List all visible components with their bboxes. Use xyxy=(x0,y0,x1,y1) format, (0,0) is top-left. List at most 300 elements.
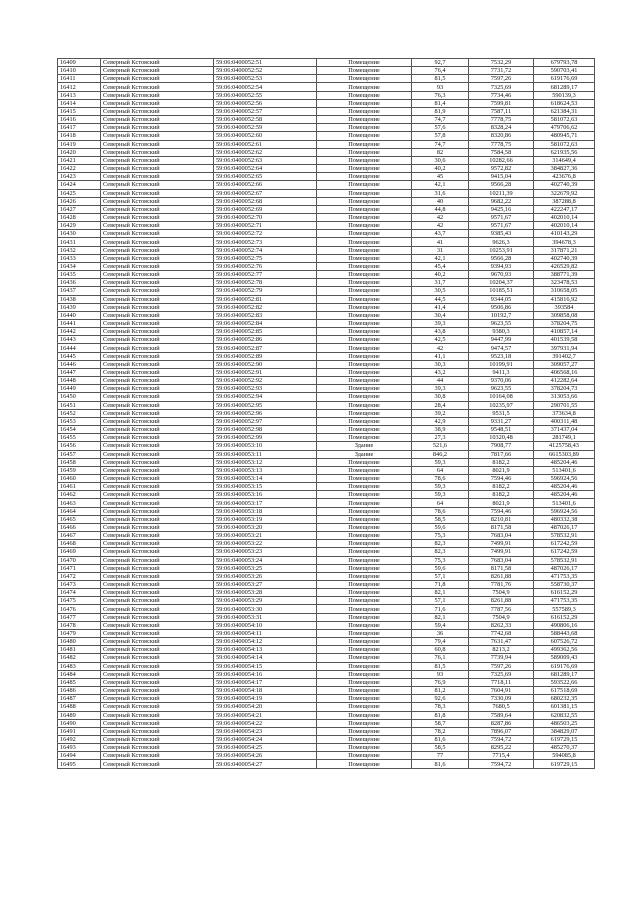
object-type-cell: Помещение xyxy=(317,426,412,434)
cadastral-number-cell: 59:06:0400053:11 xyxy=(214,450,317,458)
table-row xyxy=(58,572,595,580)
unit-value-cell: 9344,05 xyxy=(469,295,534,303)
cadastral-number-cell: 59:06:0400052:64 xyxy=(214,165,317,173)
area-cell: 92,7 xyxy=(412,59,469,67)
cadastral-number-cell: 59:06:0400052:98 xyxy=(214,426,317,434)
area-cell: 40 xyxy=(412,197,469,205)
cadastral-value-cell: 679793,78 xyxy=(534,59,595,67)
area-cell: 81,9 xyxy=(412,107,469,115)
object-type-cell: Помещение xyxy=(317,230,412,238)
row-number-cell: 16416 xyxy=(58,116,101,124)
area-cell: 27,3 xyxy=(412,434,469,442)
cadastral-number-cell: 59:06:0400053:17 xyxy=(214,499,317,507)
cadastral-value-cell: 426529,82 xyxy=(534,262,595,270)
area-cell: 77 xyxy=(412,752,469,760)
unit-value-cell: 7731,72 xyxy=(469,67,534,75)
district-cell: Северный Кстовский xyxy=(101,572,214,580)
area-cell: 75,3 xyxy=(412,556,469,564)
table-row xyxy=(58,458,595,466)
cadastral-value-cell: 317871,21 xyxy=(534,246,595,254)
row-number-cell: 16427 xyxy=(58,205,101,213)
row-number-cell: 16478 xyxy=(58,621,101,629)
object-type-cell: Помещение xyxy=(317,222,412,230)
table-row xyxy=(58,556,595,564)
cadastral-number-cell: 59:06:0400052:65 xyxy=(214,173,317,181)
cadastral-value-cell: 487026,17 xyxy=(534,564,595,572)
cadastral-number-cell: 59:06:0400053:20 xyxy=(214,523,317,531)
district-cell: Северный Кстовский xyxy=(101,59,214,67)
cadastral-number-cell: 59:06:0400052:73 xyxy=(214,238,317,246)
district-cell: Северный Кстовский xyxy=(101,548,214,556)
cadastral-value-cell: 590139,3 xyxy=(534,91,595,99)
unit-value-cell: 7499,91 xyxy=(469,548,534,556)
district-cell: Северный Кстовский xyxy=(101,532,214,540)
cadastral-value-cell: 391402,7 xyxy=(534,352,595,360)
cadastral-value-cell: 619729,15 xyxy=(534,760,595,768)
district-cell: Северный Кстовский xyxy=(101,523,214,531)
unit-value-cell: 8262,33 xyxy=(469,621,534,629)
cadastral-value-cell: 681289,17 xyxy=(534,670,595,678)
cadastral-value-cell: 617242,59 xyxy=(534,540,595,548)
cadastral-value-cell: 471753,35 xyxy=(534,572,595,580)
district-cell: Северный Кстовский xyxy=(101,466,214,474)
table-row xyxy=(58,83,595,91)
area-cell: 78,3 xyxy=(412,703,469,711)
object-type-cell: Помещение xyxy=(317,735,412,743)
unit-value-cell: 8021,9 xyxy=(469,499,534,507)
district-cell: Северный Кстовский xyxy=(101,719,214,727)
area-cell: 28,4 xyxy=(412,401,469,409)
area-cell: 44 xyxy=(412,377,469,385)
row-number-cell: 16446 xyxy=(58,360,101,368)
area-cell: 42 xyxy=(412,222,469,230)
cadastral-number-cell: 59:06:0400053:14 xyxy=(214,474,317,482)
table-row xyxy=(58,678,595,686)
object-type-cell: Помещение xyxy=(317,409,412,417)
unit-value-cell: 8320,86 xyxy=(469,132,534,140)
table-row xyxy=(58,124,595,132)
area-cell: 81,5 xyxy=(412,662,469,670)
object-type-cell: Помещение xyxy=(317,670,412,678)
cadastral-value-cell: 578532,91 xyxy=(534,532,595,540)
row-number-cell: 16475 xyxy=(58,597,101,605)
row-number-cell: 16412 xyxy=(58,83,101,91)
cadastral-value-cell: 313053,66 xyxy=(534,393,595,401)
area-cell: 81,4 xyxy=(412,99,469,107)
unit-value-cell: 10192,7 xyxy=(469,311,534,319)
table-row xyxy=(58,646,595,654)
district-cell: Северный Кстовский xyxy=(101,271,214,279)
row-number-cell: 16450 xyxy=(58,393,101,401)
district-cell: Северный Кстовский xyxy=(101,589,214,597)
area-cell: 39,3 xyxy=(412,385,469,393)
row-number-cell: 16413 xyxy=(58,91,101,99)
unit-value-cell: 7325,69 xyxy=(469,670,534,678)
unit-value-cell: 9385,43 xyxy=(469,230,534,238)
table-row xyxy=(58,279,595,287)
object-type-cell: Помещение xyxy=(317,695,412,703)
unit-value-cell: 10211,39 xyxy=(469,189,534,197)
cadastral-value-cell: 607526,72 xyxy=(534,638,595,646)
district-cell: Северный Кстовский xyxy=(101,132,214,140)
table-row xyxy=(58,515,595,523)
cadastral-value-cell: 589009,43 xyxy=(534,654,595,662)
row-number-cell: 16414 xyxy=(58,99,101,107)
unit-value-cell: 9380,3 xyxy=(469,328,534,336)
cadastral-number-cell: 59:06:0400052:59 xyxy=(214,124,317,132)
unit-value-cell: 9506,86 xyxy=(469,303,534,311)
unit-value-cell: 7594,72 xyxy=(469,735,534,743)
row-number-cell: 16434 xyxy=(58,262,101,270)
unit-value-cell: 10253,91 xyxy=(469,246,534,254)
cadastral-number-cell: 59:06:0400053:26 xyxy=(214,572,317,580)
cadastral-value-cell: 400311,48 xyxy=(534,417,595,425)
row-number-cell: 16466 xyxy=(58,523,101,531)
table-row xyxy=(58,638,595,646)
cadastral-number-cell: 59:06:0400054:20 xyxy=(214,703,317,711)
district-cell: Северный Кстовский xyxy=(101,140,214,148)
table-row xyxy=(58,613,595,621)
district-cell: Северный Кстовский xyxy=(101,727,214,735)
row-number-cell: 16495 xyxy=(58,760,101,768)
unit-value-cell: 8171,58 xyxy=(469,564,534,572)
unit-value-cell: 8171,58 xyxy=(469,523,534,531)
row-number-cell: 16428 xyxy=(58,213,101,221)
object-type-cell: Помещение xyxy=(317,638,412,646)
cadastral-number-cell: 59:06:0400053:12 xyxy=(214,458,317,466)
object-type-cell: Помещение xyxy=(317,377,412,385)
area-cell: 59,6 xyxy=(412,564,469,572)
table-row xyxy=(58,629,595,637)
district-cell: Северный Кстовский xyxy=(101,638,214,646)
table-row xyxy=(58,442,595,450)
cadastral-number-cell: 59:06:0400054:12 xyxy=(214,638,317,646)
unit-value-cell: 7683,04 xyxy=(469,556,534,564)
cadastral-value-cell: 619176,69 xyxy=(534,75,595,83)
table-row xyxy=(58,67,595,75)
row-number-cell: 16456 xyxy=(58,442,101,450)
unit-value-cell: 9682,22 xyxy=(469,197,534,205)
unit-value-cell: 7896,07 xyxy=(469,727,534,735)
area-cell: 58,5 xyxy=(412,744,469,752)
cadastral-value-cell: 681289,17 xyxy=(534,83,595,91)
object-type-cell: Помещение xyxy=(317,621,412,629)
row-number-cell: 16470 xyxy=(58,556,101,564)
area-cell: 57,1 xyxy=(412,597,469,605)
cadastral-value-cell: 322679,92 xyxy=(534,189,595,197)
table-row xyxy=(58,703,595,711)
object-type-cell: Помещение xyxy=(317,727,412,735)
district-cell: Северный Кстовский xyxy=(101,564,214,572)
row-number-cell: 16468 xyxy=(58,540,101,548)
row-number-cell: 16432 xyxy=(58,246,101,254)
row-number-cell: 16469 xyxy=(58,548,101,556)
row-number-cell: 16490 xyxy=(58,719,101,727)
district-cell: Северный Кстовский xyxy=(101,377,214,385)
table-row xyxy=(58,483,595,491)
table-row xyxy=(58,352,595,360)
area-cell: 42,5 xyxy=(412,336,469,344)
cadastral-value-cell: 485204,46 xyxy=(534,483,595,491)
row-number-cell: 16458 xyxy=(58,458,101,466)
cadastral-number-cell: 59:06:0400054:13 xyxy=(214,646,317,654)
object-type-cell: Помещение xyxy=(317,295,412,303)
area-cell: 44,5 xyxy=(412,295,469,303)
row-number-cell: 16491 xyxy=(58,727,101,735)
district-cell: Северный Кстовский xyxy=(101,678,214,686)
cadastral-value-cell: 397931,94 xyxy=(534,344,595,352)
table-row xyxy=(58,417,595,425)
cadastral-value-table xyxy=(57,58,595,769)
cadastral-value-cell: 513401,6 xyxy=(534,499,595,507)
row-number-cell: 16430 xyxy=(58,230,101,238)
table-row xyxy=(58,662,595,670)
table-row xyxy=(58,532,595,540)
object-type-cell: Помещение xyxy=(317,760,412,768)
unit-value-cell: 7718,11 xyxy=(469,678,534,686)
row-number-cell: 16419 xyxy=(58,140,101,148)
row-number-cell: 16480 xyxy=(58,638,101,646)
area-cell: 42 xyxy=(412,213,469,221)
area-cell: 76,3 xyxy=(412,91,469,99)
row-number-cell: 16409 xyxy=(58,59,101,67)
cadastral-value-cell: 619729,15 xyxy=(534,735,595,743)
table-row xyxy=(58,148,595,156)
table-row xyxy=(58,230,595,238)
table-row xyxy=(58,466,595,474)
unit-value-cell: 9331,27 xyxy=(469,417,534,425)
cadastral-number-cell: 59:06:0400052:56 xyxy=(214,99,317,107)
row-number-cell: 16433 xyxy=(58,254,101,262)
area-cell: 846,2 xyxy=(412,450,469,458)
area-cell: 82 xyxy=(412,148,469,156)
unit-value-cell: 10320,48 xyxy=(469,434,534,442)
cadastral-number-cell: 59:06:0400052:89 xyxy=(214,352,317,360)
unit-value-cell: 8210,81 xyxy=(469,515,534,523)
district-cell: Северный Кстовский xyxy=(101,238,214,246)
row-number-cell: 16447 xyxy=(58,368,101,376)
table-row xyxy=(58,727,595,735)
district-cell: Северный Кстовский xyxy=(101,124,214,132)
district-cell: Северный Кстовский xyxy=(101,173,214,181)
object-type-cell: Помещение xyxy=(317,213,412,221)
object-type-cell: Помещение xyxy=(317,417,412,425)
unit-value-cell: 9415,04 xyxy=(469,173,534,181)
row-number-cell: 16453 xyxy=(58,417,101,425)
table-row xyxy=(58,434,595,442)
cadastral-number-cell: 59:06:0400052:63 xyxy=(214,156,317,164)
object-type-cell: Помещение xyxy=(317,483,412,491)
cadastral-number-cell: 59:06:0400052:72 xyxy=(214,230,317,238)
cadastral-number-cell: 59:06:0400054:24 xyxy=(214,735,317,743)
district-cell: Северный Кстовский xyxy=(101,483,214,491)
area-cell: 82,1 xyxy=(412,589,469,597)
cadastral-value-cell: 378204,75 xyxy=(534,320,595,328)
cadastral-value-cell: 393584 xyxy=(534,303,595,311)
table-row xyxy=(58,165,595,173)
cadastral-number-cell: 59:06:0400052:62 xyxy=(214,148,317,156)
row-number-cell: 16484 xyxy=(58,670,101,678)
unit-value-cell: 10282,66 xyxy=(469,156,534,164)
unit-value-cell: 8021,9 xyxy=(469,466,534,474)
district-cell: Северный Кстовский xyxy=(101,695,214,703)
unit-value-cell: 9370,06 xyxy=(469,377,534,385)
district-cell: Северный Кстовский xyxy=(101,156,214,164)
unit-value-cell: 7330,09 xyxy=(469,695,534,703)
cadastral-number-cell: 59:06:0400054:19 xyxy=(214,695,317,703)
table-row xyxy=(58,140,595,148)
district-cell: Северный Кстовский xyxy=(101,654,214,662)
row-number-cell: 16488 xyxy=(58,703,101,711)
unit-value-cell: 9566,28 xyxy=(469,181,534,189)
cadastral-number-cell: 59:06:0400054:27 xyxy=(214,760,317,768)
cadastral-number-cell: 59:06:0400053:31 xyxy=(214,613,317,621)
cadastral-value-cell: 596924,56 xyxy=(534,507,595,515)
unit-value-cell: 8328,24 xyxy=(469,124,534,132)
unit-value-cell: 8287,86 xyxy=(469,719,534,727)
cadastral-value-cell: 384829,07 xyxy=(534,727,595,735)
row-number-cell: 16455 xyxy=(58,434,101,442)
cadastral-number-cell: 59:06:0400052:95 xyxy=(214,401,317,409)
object-type-cell: Помещение xyxy=(317,548,412,556)
row-number-cell: 16486 xyxy=(58,687,101,695)
object-type-cell: Помещение xyxy=(317,279,412,287)
unit-value-cell: 9394,93 xyxy=(469,262,534,270)
object-type-cell: Помещение xyxy=(317,124,412,132)
object-type-cell: Помещение xyxy=(317,401,412,409)
object-type-cell: Помещение xyxy=(317,752,412,760)
table-row xyxy=(58,581,595,589)
unit-value-cell: 10204,37 xyxy=(469,279,534,287)
row-number-cell: 16485 xyxy=(58,678,101,686)
table-row xyxy=(58,368,595,376)
object-type-cell: Помещение xyxy=(317,662,412,670)
row-number-cell: 16437 xyxy=(58,287,101,295)
cadastral-number-cell: 59:06:0400052:85 xyxy=(214,328,317,336)
area-cell: 78,6 xyxy=(412,507,469,515)
district-cell: Северный Кстовский xyxy=(101,621,214,629)
district-cell: Северный Кстовский xyxy=(101,181,214,189)
cadastral-value-cell: 616152,29 xyxy=(534,613,595,621)
table-row xyxy=(58,132,595,140)
district-cell: Северный Кстовский xyxy=(101,556,214,564)
table-row xyxy=(58,507,595,515)
object-type-cell: Помещение xyxy=(317,140,412,148)
row-number-cell: 16438 xyxy=(58,295,101,303)
district-cell: Северный Кстовский xyxy=(101,426,214,434)
area-cell: 41,1 xyxy=(412,352,469,360)
cadastral-value-cell: 323478,53 xyxy=(534,279,595,287)
object-type-cell: Помещение xyxy=(317,564,412,572)
unit-value-cell: 9411,3 xyxy=(469,368,534,376)
cadastral-number-cell: 59:06:0400052:77 xyxy=(214,271,317,279)
row-number-cell: 16431 xyxy=(58,238,101,246)
object-type-cell: Помещение xyxy=(317,597,412,605)
area-cell: 79,4 xyxy=(412,638,469,646)
cadastral-value-cell: 594085,8 xyxy=(534,752,595,760)
cadastral-number-cell: 59:06:0400053:25 xyxy=(214,564,317,572)
row-number-cell: 16448 xyxy=(58,377,101,385)
object-type-cell: Помещение xyxy=(317,320,412,328)
object-type-cell: Помещение xyxy=(317,458,412,466)
area-cell: 521,6 xyxy=(412,442,469,450)
cadastral-value-cell: 378204,73 xyxy=(534,385,595,393)
unit-value-cell: 8182,2 xyxy=(469,491,534,499)
table-row xyxy=(58,91,595,99)
row-number-cell: 16473 xyxy=(58,581,101,589)
area-cell: 59,3 xyxy=(412,458,469,466)
area-cell: 43,8 xyxy=(412,328,469,336)
cadastral-number-cell: 59:06:0400052:57 xyxy=(214,107,317,115)
district-cell: Северный Кстовский xyxy=(101,434,214,442)
unit-value-cell: 7683,04 xyxy=(469,532,534,540)
row-number-cell: 16479 xyxy=(58,629,101,637)
district-cell: Северный Кстовский xyxy=(101,670,214,678)
table-row xyxy=(58,107,595,115)
object-type-cell: Помещение xyxy=(317,360,412,368)
table-row xyxy=(58,670,595,678)
cadastral-number-cell: 59:06:0400054:22 xyxy=(214,719,317,727)
unit-value-cell: 7594,46 xyxy=(469,507,534,515)
area-cell: 58,7 xyxy=(412,719,469,727)
object-type-cell: Здание xyxy=(317,450,412,458)
cadastral-value-cell: 485204,46 xyxy=(534,458,595,466)
cadastral-value-cell: 593522,66 xyxy=(534,678,595,686)
area-cell: 59,3 xyxy=(412,483,469,491)
cadastral-value-cell: 384827,36 xyxy=(534,165,595,173)
unit-value-cell: 7817,66 xyxy=(469,450,534,458)
row-number-cell: 16493 xyxy=(58,744,101,752)
object-type-cell: Здание xyxy=(317,442,412,450)
unit-value-cell: 7499,91 xyxy=(469,540,534,548)
unit-value-cell: 9623,55 xyxy=(469,385,534,393)
object-type-cell: Помещение xyxy=(317,532,412,540)
area-cell: 31,7 xyxy=(412,279,469,287)
object-type-cell: Помещение xyxy=(317,507,412,515)
unit-value-cell: 7781,76 xyxy=(469,581,534,589)
area-cell: 31,6 xyxy=(412,189,469,197)
cadastral-number-cell: 59:06:0400052:60 xyxy=(214,132,317,140)
unit-value-cell: 10235,97 xyxy=(469,401,534,409)
area-cell: 58,5 xyxy=(412,515,469,523)
object-type-cell: Помещение xyxy=(317,156,412,164)
cadastral-number-cell: 59:06:0400053:22 xyxy=(214,540,317,548)
object-type-cell: Помещение xyxy=(317,303,412,311)
area-cell: 43,7 xyxy=(412,230,469,238)
area-cell: 81,6 xyxy=(412,760,469,768)
cadastral-number-cell: 59:06:0400052:92 xyxy=(214,377,317,385)
cadastral-value-cell: 618624,53 xyxy=(534,99,595,107)
row-number-cell: 16492 xyxy=(58,735,101,743)
cadastral-value-cell: 401539,58 xyxy=(534,336,595,344)
row-number-cell: 16472 xyxy=(58,572,101,580)
area-cell: 45 xyxy=(412,173,469,181)
unit-value-cell: 10185,51 xyxy=(469,287,534,295)
row-number-cell: 16459 xyxy=(58,466,101,474)
object-type-cell: Помещение xyxy=(317,605,412,613)
cadastral-number-cell: 59:06:0400052:75 xyxy=(214,254,317,262)
district-cell: Северный Кстовский xyxy=(101,360,214,368)
cadastral-value-cell: 394678,3 xyxy=(534,238,595,246)
cadastral-number-cell: 59:06:0400053:13 xyxy=(214,466,317,474)
unit-value-cell: 7778,75 xyxy=(469,116,534,124)
district-cell: Северный Кстовский xyxy=(101,401,214,409)
cadastral-value-cell: 281749,1 xyxy=(534,434,595,442)
row-number-cell: 16494 xyxy=(58,752,101,760)
area-cell: 59,3 xyxy=(412,491,469,499)
unit-value-cell: 7597,26 xyxy=(469,75,534,83)
row-number-cell: 16449 xyxy=(58,385,101,393)
